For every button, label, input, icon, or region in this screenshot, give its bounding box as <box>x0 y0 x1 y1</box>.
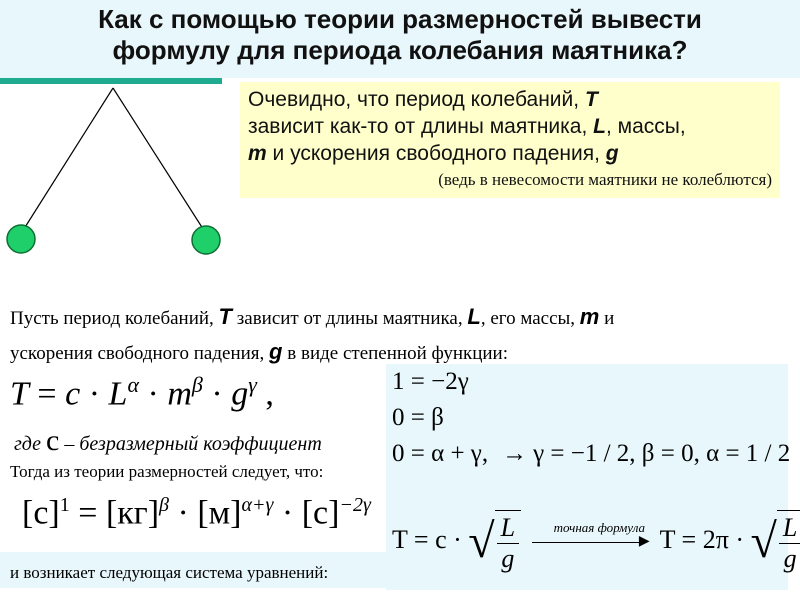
symbol-c: c <box>65 375 81 413</box>
operator-dot: · <box>169 494 198 532</box>
title-line-2: формулу для периода колебания маятника? <box>112 35 688 65</box>
symbol-m: m <box>248 142 267 165</box>
callout-text-segment: Очевидно, что период колебаний, <box>248 88 585 111</box>
unit-kilogram: [кг] <box>105 494 160 532</box>
symbol-c: c <box>46 424 60 457</box>
page-title <box>0 4 800 66</box>
equation-3-solution: γ = −1 / 2, β = 0, α = 1 / 2 <box>533 440 791 467</box>
final-lhs: T = c · <box>392 524 462 554</box>
operator-dot: · <box>139 375 168 413</box>
operator-dot: · <box>273 494 302 532</box>
title-line-1: Как с помощью теории размерностей вывести <box>98 4 702 34</box>
operator-equals: = <box>69 494 106 532</box>
callout-text-segment: и ускорения свободного падения, <box>266 142 606 165</box>
unit-meter: [м] <box>197 494 242 532</box>
power-law-formula <box>10 372 274 413</box>
final-formula <box>392 510 800 574</box>
equation-3 <box>392 440 790 468</box>
exact-formula-arrow <box>532 520 650 552</box>
callout-text-segment: зависит как-то от длины маятника, <box>248 115 594 138</box>
exact-formula-label: точная формула <box>553 520 646 535</box>
exponent-minus-two-gamma: −2γ <box>339 494 371 516</box>
operator-dot: · <box>80 375 109 413</box>
numerator-L: L <box>497 513 519 544</box>
exponent-beta: β <box>191 372 203 397</box>
equation-3-left: 0 = α + γ, <box>392 440 489 467</box>
callout-line-1 <box>248 86 776 113</box>
dimension-formula <box>22 494 371 532</box>
assumption-callout <box>240 82 780 198</box>
exponent-one: 1 <box>59 494 70 516</box>
numerator-L: L <box>779 513 800 544</box>
dimension-intro-text: Тогда из теории размерностей следует, что: <box>10 462 324 481</box>
equation-2: 0 = β <box>392 404 444 431</box>
coefficient-note <box>14 424 322 458</box>
pendulum-string-left <box>22 88 113 232</box>
symbol-T: T <box>218 304 232 329</box>
symbol-L: L <box>108 375 128 413</box>
pendulum-string-right <box>113 88 205 232</box>
pendulum-illustration <box>0 84 240 284</box>
callout-text <box>248 86 776 167</box>
final-rhs: T = 2π · <box>659 524 744 554</box>
callout-text-segment: , массы, <box>605 115 686 138</box>
sqrt-expression <box>468 510 521 574</box>
radical-icon: √ <box>468 515 495 568</box>
exponent-beta: β <box>159 494 170 516</box>
pendulum-bob-left <box>7 225 35 253</box>
symbol-m: m <box>579 304 600 329</box>
symbol-m: m <box>167 375 192 413</box>
sqrt-expression-2 <box>751 510 800 574</box>
equation-1: 1 = −2γ <box>392 368 469 395</box>
exponent-gamma: γ <box>248 372 257 397</box>
denominator-g: g <box>783 544 797 573</box>
paragraph-segment: в виде степенной функции: <box>282 343 509 364</box>
radical-icon: √ <box>750 515 777 568</box>
unit-seconds: [c] <box>301 494 340 532</box>
pendulum-bob-right <box>192 226 220 254</box>
paragraph-segment: Пусть период колебаний, <box>10 308 219 329</box>
unit-seconds: [c] <box>22 494 60 532</box>
arrow-head-icon: ▶ <box>638 534 650 549</box>
operator-dot: · <box>202 375 232 413</box>
exponent-alpha-plus-gamma: α+γ <box>241 494 274 516</box>
comma: , <box>256 375 274 413</box>
arrow-shaft <box>532 542 640 543</box>
symbol-L: L <box>593 115 606 138</box>
fraction-L-over-g-2 <box>777 510 800 574</box>
paragraph-segment: , его массы, <box>480 308 580 329</box>
symbol-L: L <box>467 304 481 329</box>
callout-line-2 <box>248 113 776 140</box>
symbol-g: g <box>269 339 283 364</box>
symbol-T: T <box>584 88 598 111</box>
note-segment: – безразмерный коэффициент <box>59 433 322 455</box>
exponent-alpha: α <box>127 372 140 397</box>
operator-equals: = <box>28 375 66 413</box>
note-segment: где <box>14 433 47 455</box>
fraction-L-over-g <box>495 510 521 574</box>
symbol-g: g <box>231 375 249 413</box>
paragraph-segment: зависит от длины маятника, <box>232 308 468 329</box>
symbol-T: T <box>10 375 29 413</box>
callout-line-3 <box>248 140 776 167</box>
paragraph-segment: и <box>599 308 615 329</box>
implies-arrow-icon: → <box>502 440 528 467</box>
system-intro-text: и возникает следующая система уравнений: <box>10 563 329 582</box>
paragraph-line-1 <box>10 300 790 335</box>
symbol-g: g <box>605 142 619 165</box>
denominator-g: g <box>501 544 515 573</box>
paragraph-segment: ускорения свободного падения, <box>10 343 270 364</box>
callout-note: (ведь в невесомости маятники не колеблются) <box>438 170 772 189</box>
assumption-paragraph <box>10 300 790 370</box>
